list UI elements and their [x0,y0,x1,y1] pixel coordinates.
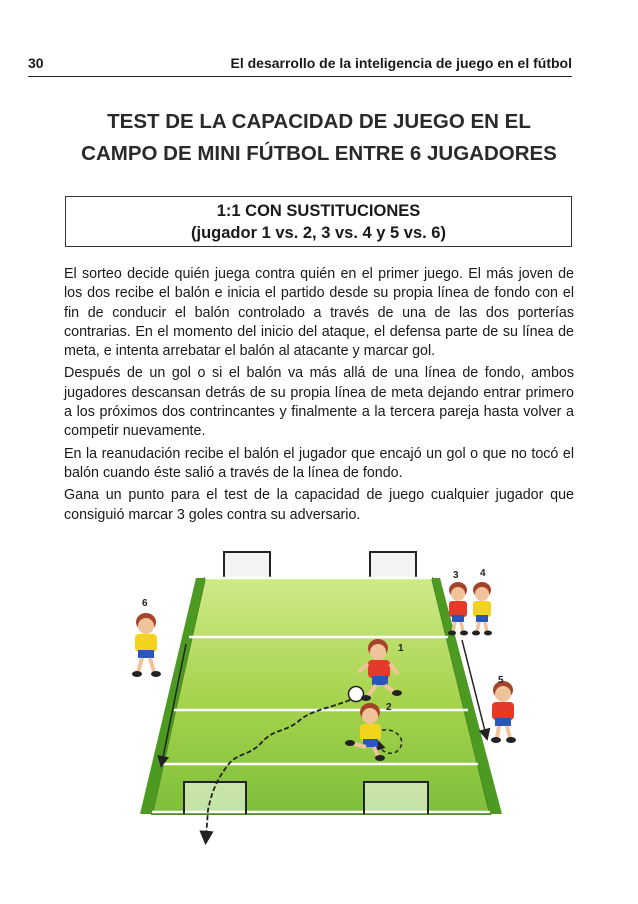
player-label-3: 3 [453,570,459,581]
title-line-1: TEST DE LA CAPACIDAD DE JUEGO EN EL [107,110,531,133]
player-6 [132,613,161,677]
field-surface [152,578,490,814]
title-line-2: CAMPO DE MINI FÚTBOL ENTRE 6 JUGADORES [81,142,557,165]
body-text [64,265,574,528]
player-label-2: 2 [386,702,392,713]
player-label-1: 1 [398,643,404,654]
header-rule [28,76,572,77]
page-number: 30 [28,55,44,71]
page-title [40,106,598,170]
subtitle-line-1: 1:1 CON SUSTITUCIONES [216,202,421,220]
player-label-5: 5 [498,675,504,686]
paragraph: El sorteo decide quién juega contra quién en el primer juego. El más joven de los dos recibe el balón e inicia el partido desde su propia línea de fondo con el fin de conducir el balón controlado a través de una de las dos porterías contrarias. En el momento del inicio del ataque, el defensa parte de su línea de meta, e intenta arrebatar el balón al atacante y marcar gol. [64,266,574,360]
running-title: El desarrollo de la inteligencia de juego en el fútbol [230,55,572,71]
subtitle-line-2: (jugador 1 vs. 2, 3 vs. 4 y 5 vs. 6) [191,224,446,242]
mini-football-field-illustration [0,530,638,904]
paragraph: En la reanudación recibe el balón el jugador que encajó un gol o que no tocó el balón cuando éste salió a través de la línea de fondo. [64,445,574,481]
player-4 [472,582,492,636]
subtitle-box [65,196,572,247]
player-label-6: 6 [142,598,148,609]
ball [349,687,364,702]
player-5 [491,681,516,743]
paragraph: Gana un punto para el test de la capacidad de juego cualquier jugador que consiguió marcar 3 goles contra su adversario. [64,487,574,523]
player-label-4: 4 [480,568,486,579]
far-goal [224,552,416,578]
paragraph: Después de un gol o si el balón va más allá de una línea de fondo, ambos jugadores descansan detrás de su propia línea de meta dejando entrar primero a los próximos dos contrincantes y finalmente a la tercera pareja hasta volver a competir nuevamente. [64,365,574,440]
